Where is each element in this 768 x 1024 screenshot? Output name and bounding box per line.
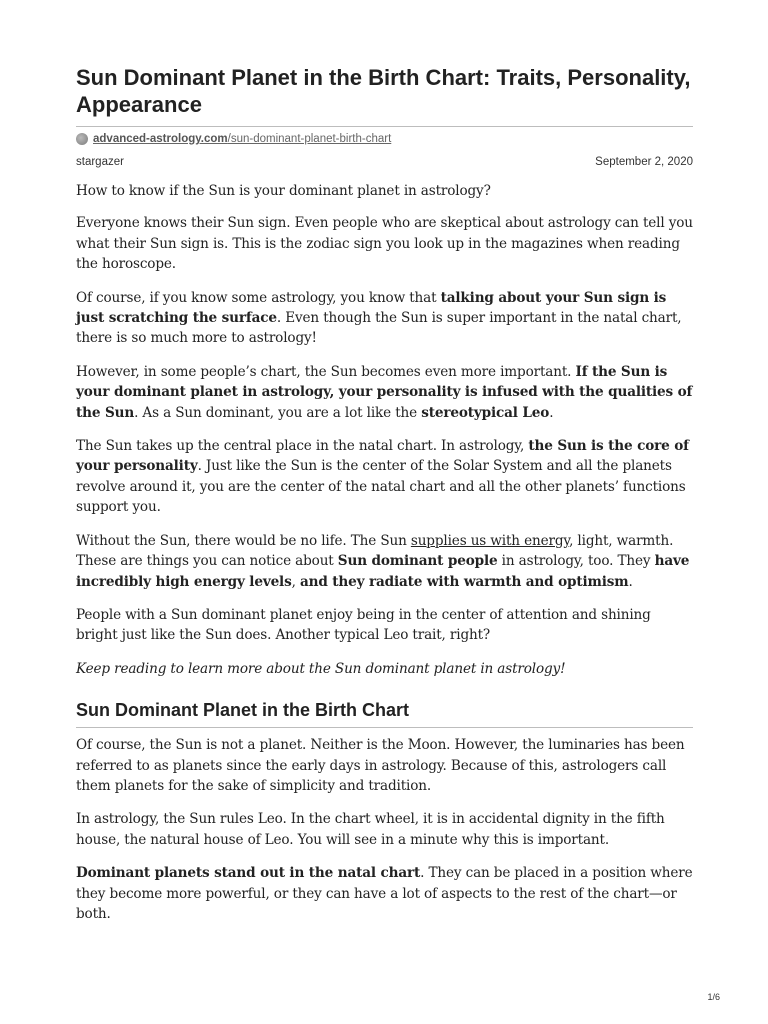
- paragraph-2: Everyone knows their Sun sign. Even people who are skeptical about astrology can tell you what their Sun sign is. This is the zodiac sign you look up in the magazines when reading the horoscope.: [76, 215, 693, 273]
- paragraph-8: Keep reading to learn more about the Sun dominant planet in astrology!: [76, 660, 566, 677]
- section-divider: [76, 727, 693, 728]
- page-number: 1/6: [707, 992, 720, 1002]
- source-link[interactable]: advanced-astrology.com/sun-dominant-planet-birth-chart: [93, 133, 392, 145]
- globe-icon: [76, 133, 88, 145]
- publish-date: September 2, 2020: [595, 156, 693, 168]
- paragraph-1: How to know if the Sun is your dominant planet in astrology?: [76, 183, 491, 199]
- author: stargazer: [76, 156, 124, 168]
- article-title: Sun Dominant Planet in the Birth Chart: Traits, Personality, Appearance: [76, 65, 691, 117]
- paragraph-9: Of course, the Sun is not a planet. Neither is the Moon. However, the luminaries has been referred to as planets since the early days in astrology. Because of this, astrologers call them planets for the sake of simplicity and tradition.: [76, 737, 685, 794]
- section-heading: Sun Dominant Planet in the Birth Chart: [76, 700, 410, 721]
- article-meta: [76, 156, 693, 168]
- source-url: [76, 133, 693, 145]
- energy-link[interactable]: supplies us with energy: [410, 532, 570, 549]
- title-divider: [76, 126, 693, 127]
- paragraph-6: Without the Sun, there would be no life. The Sun supplies us with energy, light, warmth. These are things you can notice about Sun dominant people in astrology, too. They have incredibly high energy levels, and they radiate with warmth and optimism.: [76, 532, 690, 590]
- paragraph-11: Dominant planets stand out in the natal chart. They can be placed in a position where they become more powerful, or they can have a lot of aspects to the rest of the chart—or both.: [76, 865, 693, 922]
- paragraph-10: In astrology, the Sun rules Leo. In the chart wheel, it is in accidental dignity in the fifth house, the natural house of Leo. You will see in a minute why this is important.: [76, 811, 665, 848]
- paragraph-4: However, in some people’s chart, the Sun becomes even more important. If the Sun is your dominant planet in astrology, your personality is infused with the qualities of the Sun. As a Sun dominant, you are a lot like the stereotypical Leo.: [76, 363, 693, 421]
- paragraph-3: Of course, if you know some astrology, you know that talking about your Sun sign is just scratching the surface. Even though the Sun is super important in the natal chart, there is so much more to astrology!: [76, 289, 682, 347]
- paragraph-7: People with a Sun dominant planet enjoy being in the center of attention and shining bright just like the Sun does. Another typical Leo trait, right?: [76, 606, 651, 644]
- document-page: [76, 64, 693, 924]
- paragraph-5: The Sun takes up the central place in the natal chart. In astrology, the Sun is the core of your personality. Just like the Sun is the center of the Solar System and all the planets revolve around it, you are the center of the natal chart and all the other planets’ functions support you.: [76, 438, 689, 516]
